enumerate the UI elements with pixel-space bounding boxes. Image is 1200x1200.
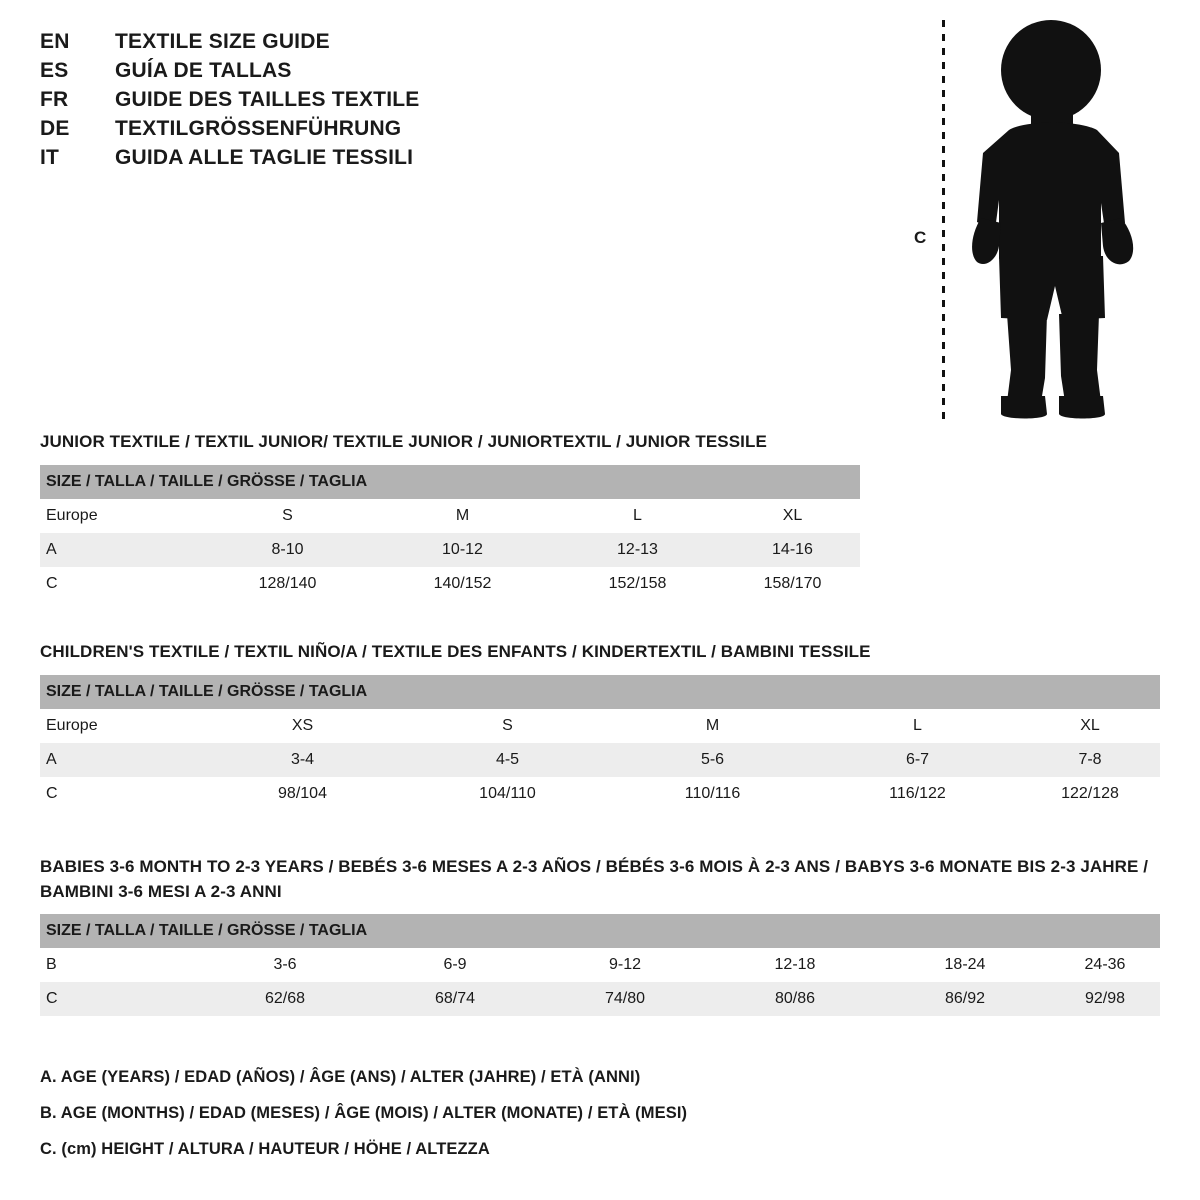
title-text-en: TEXTILE SIZE GUIDE bbox=[115, 30, 330, 53]
row-value: XL bbox=[1020, 709, 1160, 743]
section-children-title: CHILDREN'S TEXTILE / TEXTIL NIÑO/A / TEXTILE DES ENFANTS / KINDERTEXTIL / BAMBINI TESSILE bbox=[40, 642, 871, 661]
row-value: 8-10 bbox=[200, 533, 375, 567]
title-text-de: TEXTILGRÖSSENFÜHRUNG bbox=[115, 117, 402, 140]
footnotes bbox=[40, 1068, 1040, 1176]
title-text-it: GUIDA ALLE TAGLIE TESSILI bbox=[115, 146, 414, 169]
row-label: Europe bbox=[40, 709, 200, 743]
table-row bbox=[40, 777, 1160, 811]
babies-size-header: SIZE / TALLA / TAILLE / GRÖSSE / TAGLIA bbox=[40, 914, 1160, 948]
title-lang-de: DE bbox=[40, 117, 70, 140]
title-lang-it: IT bbox=[40, 146, 60, 169]
row-value: 24-36 bbox=[1050, 948, 1160, 982]
row-value: 6-9 bbox=[370, 948, 540, 982]
row-value: 68/74 bbox=[370, 982, 540, 1016]
row-value: 74/80 bbox=[540, 982, 710, 1016]
row-value: 158/170 bbox=[725, 567, 860, 601]
title-row-fr bbox=[40, 88, 740, 112]
row-label: C bbox=[40, 982, 200, 1016]
title-row-es bbox=[40, 59, 740, 83]
row-label: Europe bbox=[40, 499, 200, 533]
row-value: S bbox=[200, 499, 375, 533]
table-row bbox=[40, 567, 860, 601]
row-value: 86/92 bbox=[880, 982, 1050, 1016]
row-value: 5-6 bbox=[610, 743, 815, 777]
title-block bbox=[40, 30, 740, 175]
height-figure bbox=[900, 10, 1150, 425]
title-row-it bbox=[40, 146, 740, 170]
table-header-row bbox=[40, 675, 1160, 709]
section-children bbox=[40, 640, 1160, 811]
row-value: 104/110 bbox=[405, 777, 610, 811]
row-value: 128/140 bbox=[200, 567, 375, 601]
row-value: 92/98 bbox=[1050, 982, 1160, 1016]
junior-size-header: SIZE / TALLA / TAILLE / GRÖSSE / TAGLIA bbox=[40, 465, 860, 499]
row-value: XS bbox=[200, 709, 405, 743]
row-label: C bbox=[40, 567, 200, 601]
row-value: L bbox=[815, 709, 1020, 743]
figure-measure-dotted-line bbox=[942, 20, 945, 425]
row-value: 122/128 bbox=[1020, 777, 1160, 811]
table-row bbox=[40, 499, 860, 533]
row-label: A bbox=[40, 533, 200, 567]
row-value: 10-12 bbox=[375, 533, 550, 567]
section-junior-title: JUNIOR TEXTILE / TEXTIL JUNIOR/ TEXTILE JUNIOR / JUNIORTEXTIL / JUNIOR TESSILE bbox=[40, 432, 767, 451]
title-text-fr: GUIDE DES TAILLES TEXTILE bbox=[115, 88, 420, 111]
row-value: S bbox=[405, 709, 610, 743]
row-value: 12-18 bbox=[710, 948, 880, 982]
footnote-a: A. AGE (YEARS) / EDAD (AÑOS) / ÂGE (ANS) / ALTER (JAHRE) / ETÀ (ANNI) bbox=[40, 1068, 641, 1086]
table-row bbox=[40, 533, 860, 567]
table-row bbox=[40, 709, 1160, 743]
row-value: 7-8 bbox=[1020, 743, 1160, 777]
row-label: C bbox=[40, 777, 200, 811]
row-value: 110/116 bbox=[610, 777, 815, 811]
row-value: 3-4 bbox=[200, 743, 405, 777]
footnote-c: C. (cm) HEIGHT / ALTURA / HAUTEUR / HÖHE / ALTEZZA bbox=[40, 1140, 490, 1158]
row-label: B bbox=[40, 948, 200, 982]
row-value: 12-13 bbox=[550, 533, 725, 567]
title-lang-en: EN bbox=[40, 30, 70, 53]
children-size-header: SIZE / TALLA / TAILLE / GRÖSSE / TAGLIA bbox=[40, 675, 1160, 709]
junior-size-table bbox=[40, 465, 860, 601]
footnote-b: B. AGE (MONTHS) / EDAD (MESES) / ÂGE (MOIS) / ALTER (MONATE) / ETÀ (MESI) bbox=[40, 1104, 688, 1122]
figure-measure-label: C bbox=[914, 228, 927, 247]
children-size-table bbox=[40, 675, 1160, 811]
row-value: 18-24 bbox=[880, 948, 1050, 982]
section-babies-title: BABIES 3-6 MONTH TO 2-3 YEARS / BEBÉS 3-6 MESES A 2-3 AÑOS / BÉBÉS 3-6 MOIS À 2-3 ANS / BABYS 3-6 MONATE BIS 2-3 JAHRE / BAMBINI 3-6 MESI A 2-3 ANNI bbox=[40, 857, 1149, 901]
row-value: 80/86 bbox=[710, 982, 880, 1016]
row-value: 140/152 bbox=[375, 567, 550, 601]
row-value: 4-5 bbox=[405, 743, 610, 777]
title-row-en bbox=[40, 30, 740, 54]
babies-size-table bbox=[40, 914, 1160, 1016]
row-value: 14-16 bbox=[725, 533, 860, 567]
row-value: 152/158 bbox=[550, 567, 725, 601]
row-value: 6-7 bbox=[815, 743, 1020, 777]
row-value: 3-6 bbox=[200, 948, 370, 982]
section-junior bbox=[40, 430, 860, 601]
row-value: 98/104 bbox=[200, 777, 405, 811]
title-row-de bbox=[40, 117, 740, 141]
title-text-es: GUÍA DE TALLAS bbox=[115, 59, 292, 82]
table-header-row bbox=[40, 914, 1160, 948]
row-value: XL bbox=[725, 499, 860, 533]
title-lang-fr: FR bbox=[40, 88, 69, 111]
row-value: M bbox=[610, 709, 815, 743]
row-value: 116/122 bbox=[815, 777, 1020, 811]
row-value: L bbox=[550, 499, 725, 533]
table-row bbox=[40, 982, 1160, 1016]
table-header-row bbox=[40, 465, 860, 499]
section-babies bbox=[40, 855, 1170, 1016]
row-label: A bbox=[40, 743, 200, 777]
title-lang-es: ES bbox=[40, 59, 69, 82]
table-row bbox=[40, 743, 1160, 777]
child-silhouette-icon bbox=[955, 18, 1145, 423]
row-value: 9-12 bbox=[540, 948, 710, 982]
table-row bbox=[40, 948, 1160, 982]
row-value: M bbox=[375, 499, 550, 533]
row-value: 62/68 bbox=[200, 982, 370, 1016]
